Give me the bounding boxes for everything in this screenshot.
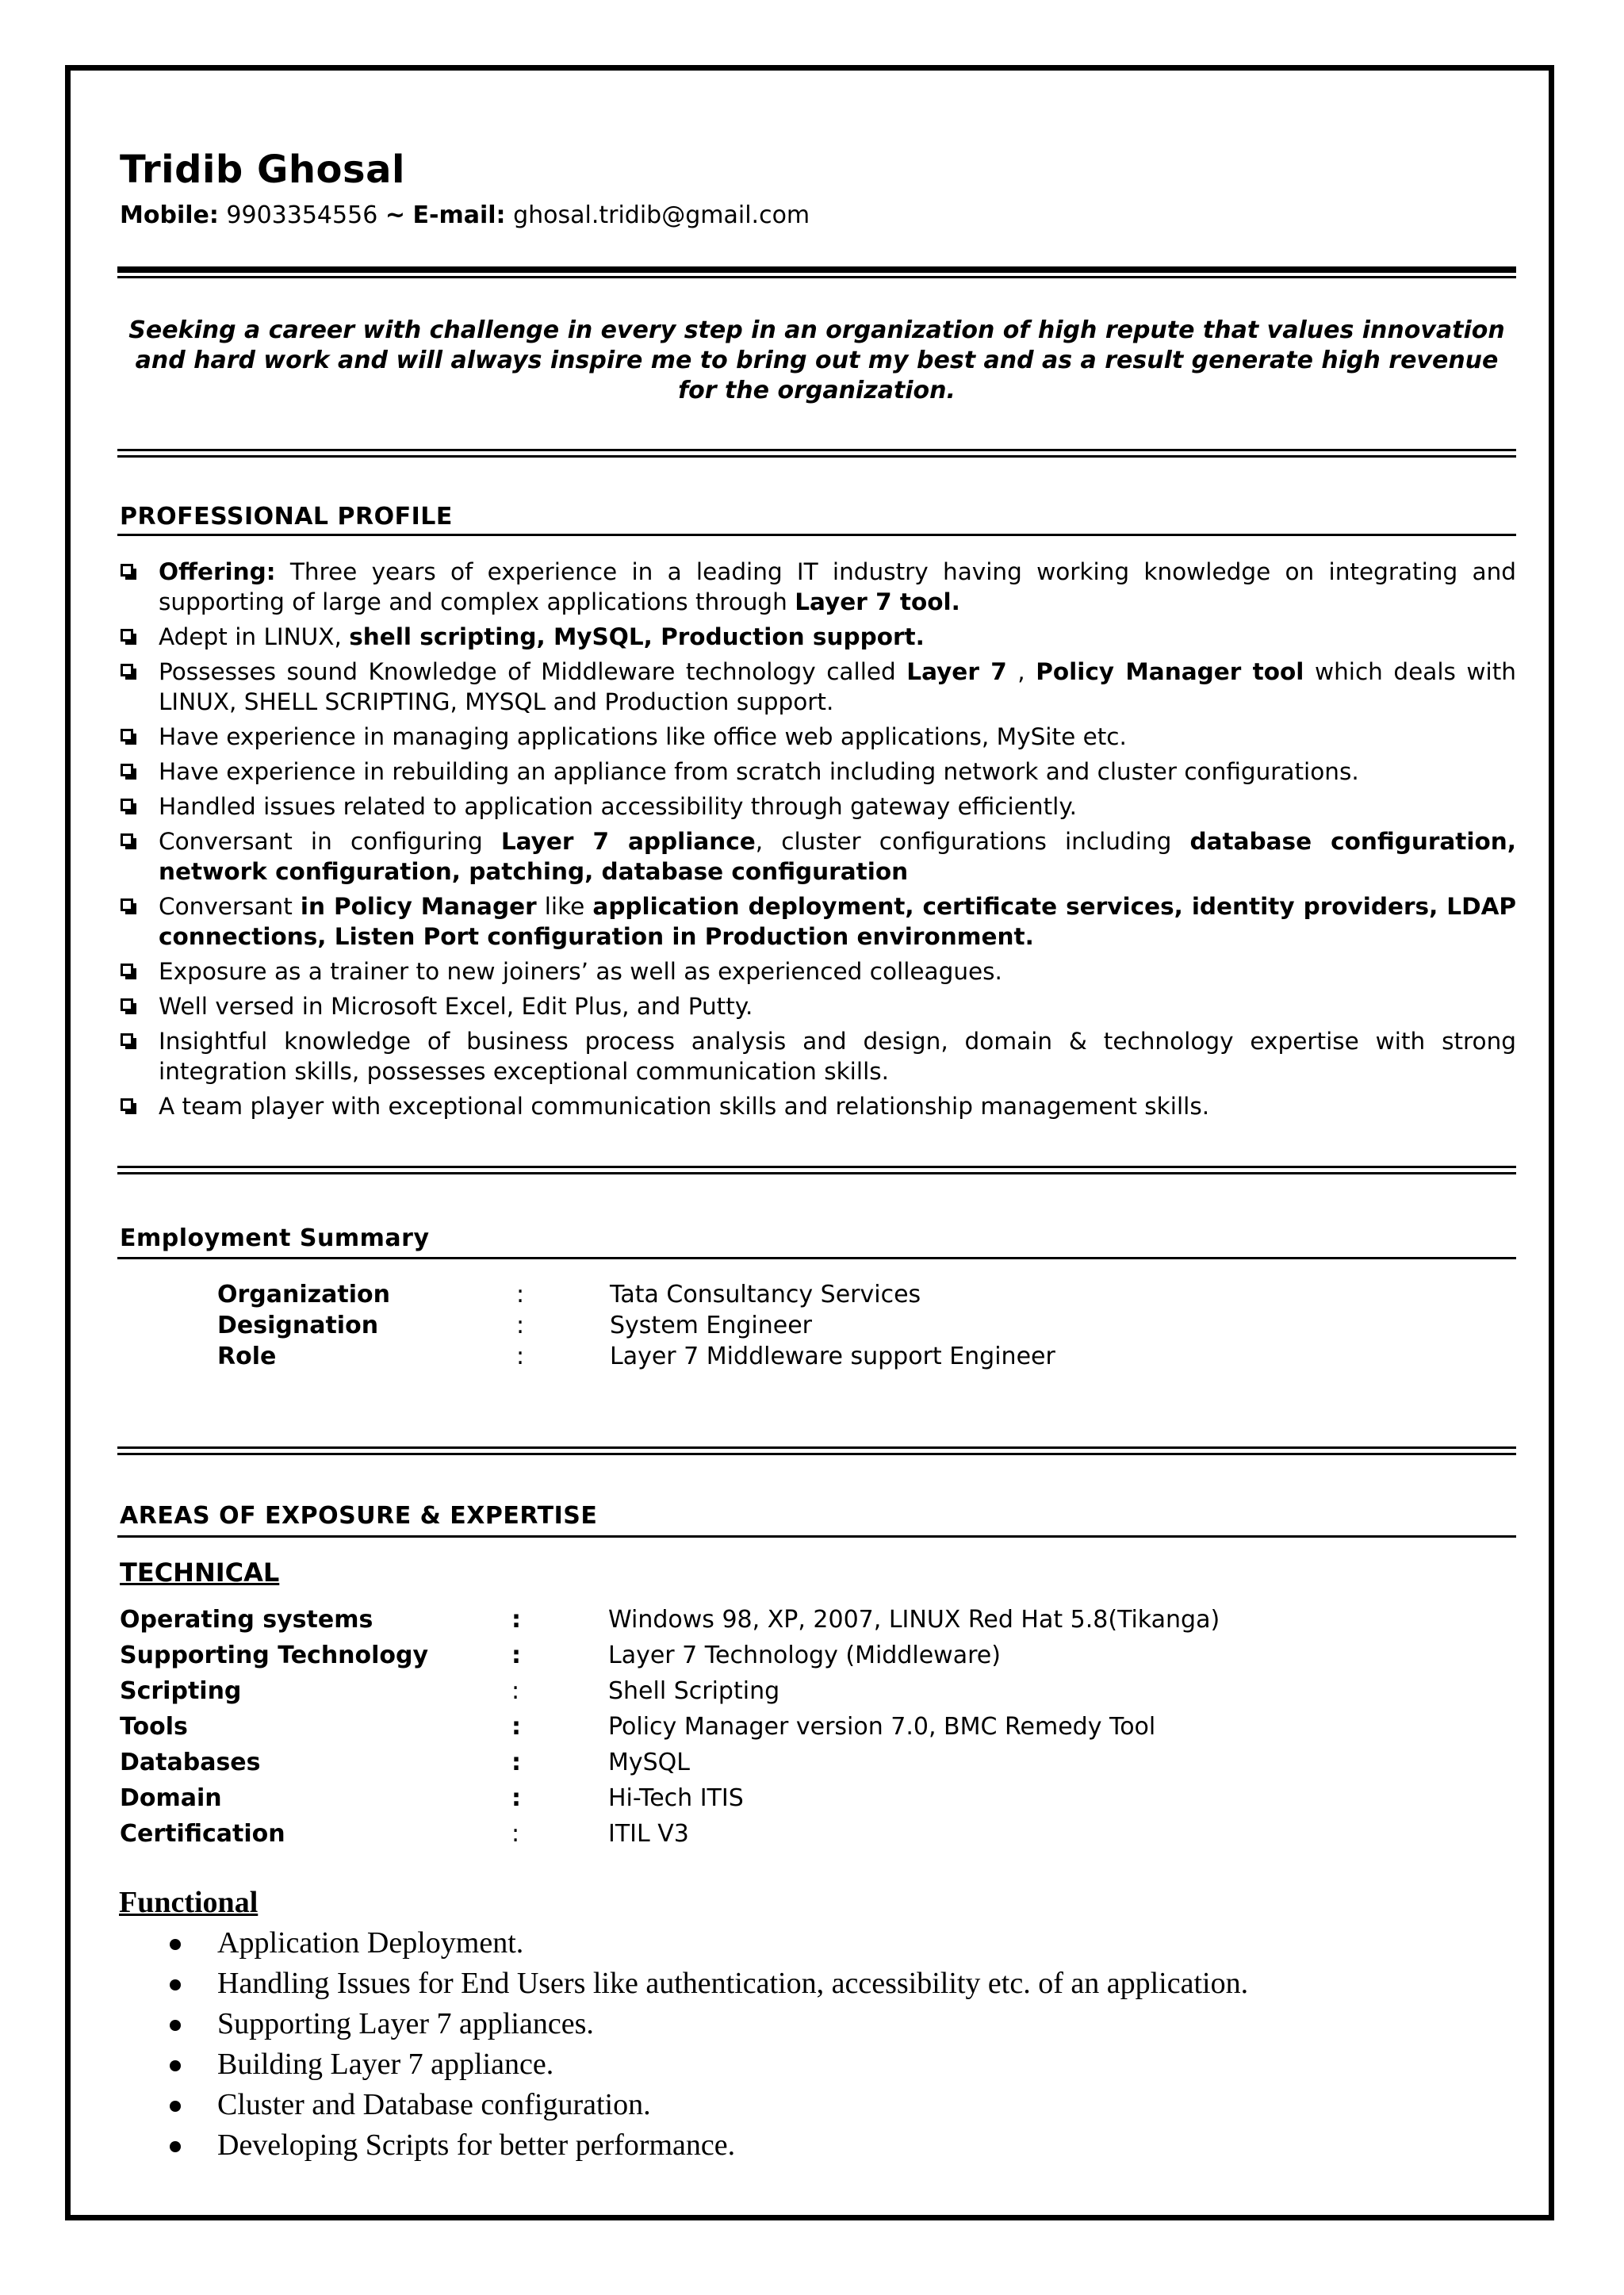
profile-bullet [119, 657, 1516, 717]
contact-line [120, 201, 810, 229]
checkbox-bullet-icon [121, 1098, 133, 1111]
technical-heading: TECHNICAL [120, 1557, 280, 1588]
profile-bullet-text: Layer 7 [906, 658, 1007, 685]
employment-key: Role [217, 1343, 277, 1370]
functional-item [165, 1964, 1248, 2004]
functional-item [165, 2085, 1248, 2125]
profile-bullet [119, 757, 1516, 787]
mobile-label: Mobile: [120, 201, 219, 229]
profile-bullet-text: , [1006, 658, 1036, 685]
checkbox-bullet-icon [121, 799, 133, 811]
profile-bullet-text: , cluster configurations including [755, 828, 1190, 855]
technical-value: Shell Scripting [608, 1677, 780, 1705]
profile-bullet-text: Layer 7 tool. [795, 588, 960, 615]
technical-colon: : [511, 1749, 521, 1776]
profile-bullet-text: Layer 7 appliance [500, 828, 756, 855]
mobile-value: 9903354556 [226, 201, 378, 229]
bullet-dot-icon [170, 1939, 181, 1950]
profile-bullet-text: Handled issues related to application accessibility through gateway efficiently. [159, 793, 1077, 820]
contact-separator: ~ [385, 201, 405, 229]
employment-colon: : [516, 1312, 525, 1339]
functional-item [165, 2004, 1248, 2044]
section-title-expertise: AREAS OF EXPOSURE & EXPERTISE [120, 1502, 598, 1530]
profile-rule-top [117, 1166, 1516, 1168]
profile-bullet-text: Three years of experience in a leading IT industry having working knowledge on integrating and supporting of large and complex applications through [159, 558, 1516, 615]
profile-bullet [119, 622, 1516, 652]
checkbox-bullet-icon [121, 964, 133, 976]
checkbox-bullet-icon [121, 564, 133, 577]
profile-bullet-text: application deployment, certificate services, identity providers, LDAP connections, Listen Port configuration in Production environment. [159, 893, 1517, 950]
technical-value: Windows 98, XP, 2007, LINUX Red Hat 5.8(Tikanga) [608, 1606, 1220, 1634]
employment-value: System Engineer [610, 1312, 813, 1339]
technical-colon: : [511, 1820, 520, 1848]
section-title-profile: PROFESSIONAL PROFILE [120, 503, 453, 531]
technical-colon: : [511, 1784, 521, 1812]
checkbox-bullet-icon [121, 1033, 133, 1046]
functional-item-text: Supporting Layer 7 appliances. [217, 2007, 594, 2040]
technical-key: Supporting Technology [120, 1642, 429, 1669]
profile-bullet-text: Offering: [159, 558, 276, 585]
career-objective: Seeking a career with challenge in every step in an organization of high repute that values innovation and hard work and will always inspire me to bring out my best and as a result generate high revenue for the organization. [128, 316, 1505, 404]
technical-colon: : [511, 1713, 521, 1741]
technical-colon: : [511, 1677, 520, 1705]
functional-item [165, 2044, 1248, 2085]
technical-key: Certification [120, 1820, 285, 1848]
employment-key: Organization [217, 1281, 390, 1308]
profile-bullet [119, 1026, 1516, 1086]
technical-value: Policy Manager version 7.0, BMC Remedy Tool [608, 1713, 1156, 1741]
profile-bullet-text: shell scripting, MySQL, Production support. [349, 623, 925, 650]
employment-key: Designation [217, 1312, 379, 1339]
employment-value: Tata Consultancy Services [610, 1281, 921, 1308]
functional-item-text: Cluster and Database configuration. [217, 2088, 651, 2121]
bullet-dot-icon [170, 2020, 181, 2031]
bullet-dot-icon [170, 1979, 181, 1990]
checkbox-bullet-icon [121, 729, 133, 741]
objective-rule-bottom [117, 455, 1516, 458]
functional-heading: Functional [119, 1886, 259, 1919]
bullet-dot-icon [170, 2060, 181, 2071]
functional-item-text: Handling Issues for End Users like authentication, accessibility etc. of an application. [217, 1967, 1249, 2000]
profile-bullet-text: Adept in LINUX, [159, 623, 350, 650]
profile-bullet-text: Conversant [159, 893, 301, 920]
profile-title-rule [117, 534, 1516, 536]
technical-colon: : [511, 1606, 521, 1634]
employment-rule-top [117, 1446, 1516, 1449]
profile-bullet-text: Insightful knowledge of business process analysis and design, domain & technology expertise with strong integration skills, possesses exceptional communication skills. [159, 1028, 1516, 1085]
functional-item-text: Developing Scripts for better performance. [217, 2128, 736, 2162]
profile-bullet [119, 1091, 1516, 1121]
employment-colon: : [516, 1281, 525, 1308]
profile-bullet-text: which deals with LINUX, SHELL SCRIPTING, MYSQL and Production support. [159, 658, 1517, 715]
technical-value: MySQL [608, 1749, 691, 1776]
header-rule-thin [117, 276, 1516, 278]
technical-key: Domain [120, 1784, 222, 1812]
profile-bullet [119, 557, 1516, 617]
profile-bullet [119, 991, 1516, 1021]
technical-colon: : [511, 1642, 521, 1669]
technical-key: Tools [120, 1713, 188, 1741]
technical-value: Hi-Tech ITIS [608, 1784, 744, 1812]
profile-bullet-text: like [536, 893, 593, 920]
profile-bullet-text: Policy Manager tool [1036, 658, 1304, 685]
profile-bullet-text: Exposure as a trainer to new joiners’ as well as experienced colleagues. [159, 958, 1002, 985]
email-label: E-mail: [412, 201, 506, 229]
profile-bullet-text: Conversant in configuring [159, 828, 501, 855]
checkbox-bullet-icon [121, 833, 133, 846]
checkbox-bullet-icon [121, 998, 133, 1011]
checkbox-bullet-icon [121, 898, 133, 911]
profile-bullet [119, 956, 1516, 987]
profile-bullet-text: A team player with exceptional communication skills and relationship management skills. [159, 1093, 1210, 1120]
profile-bullet-text: in Policy Manager [300, 893, 537, 920]
candidate-name: Tridib Ghosal [120, 148, 405, 192]
bullet-dot-icon [170, 2101, 181, 2112]
profile-bullet-text: database configuration, network configuration, patching, database configuration [159, 828, 1516, 885]
technical-key: Databases [120, 1749, 261, 1776]
employment-rule-bottom [117, 1453, 1516, 1455]
functional-item-text: Application Deployment. [217, 1926, 524, 1960]
technical-value: ITIL V3 [608, 1820, 689, 1848]
employment-colon: : [516, 1343, 525, 1370]
profile-bullet-text: Have experience in rebuilding an appliance from scratch including network and cluster configurations. [159, 758, 1359, 785]
header-rule-thick [117, 266, 1516, 273]
technical-key: Operating systems [120, 1606, 373, 1634]
functional-list [165, 1923, 1248, 2166]
profile-bullet [119, 791, 1516, 822]
profile-bullet [119, 826, 1516, 887]
functional-item [165, 2125, 1248, 2166]
profile-bullet-list [119, 557, 1516, 1126]
profile-bullet-text: Possesses sound Knowledge of Middleware technology called [159, 658, 907, 685]
email-value: ghosal.tridib@gmail.com [513, 201, 810, 229]
objective-rule-top [117, 449, 1516, 451]
technical-value: Layer 7 Technology (Middleware) [608, 1642, 1001, 1669]
functional-item-text: Building Layer 7 appliance. [217, 2048, 554, 2081]
functional-item [165, 1923, 1248, 1964]
profile-bullet-text: Well versed in Microsoft Excel, Edit Plus, and Putty. [159, 993, 753, 1020]
bullet-dot-icon [170, 2141, 181, 2152]
checkbox-bullet-icon [121, 629, 133, 642]
profile-bullet [119, 722, 1516, 752]
profile-bullet [119, 891, 1516, 952]
employment-value: Layer 7 Middleware support Engineer [610, 1343, 1055, 1370]
section-title-employment: Employment Summary [120, 1224, 430, 1252]
checkbox-bullet-icon [121, 764, 133, 776]
profile-bullet-text: Have experience in managing applications like office web applications, MySite etc. [159, 723, 1127, 750]
profile-rule-bottom [117, 1172, 1516, 1174]
employment-title-rule [117, 1257, 1516, 1259]
technical-key: Scripting [120, 1677, 242, 1705]
checkbox-bullet-icon [121, 664, 133, 676]
expertise-title-rule [117, 1535, 1516, 1538]
